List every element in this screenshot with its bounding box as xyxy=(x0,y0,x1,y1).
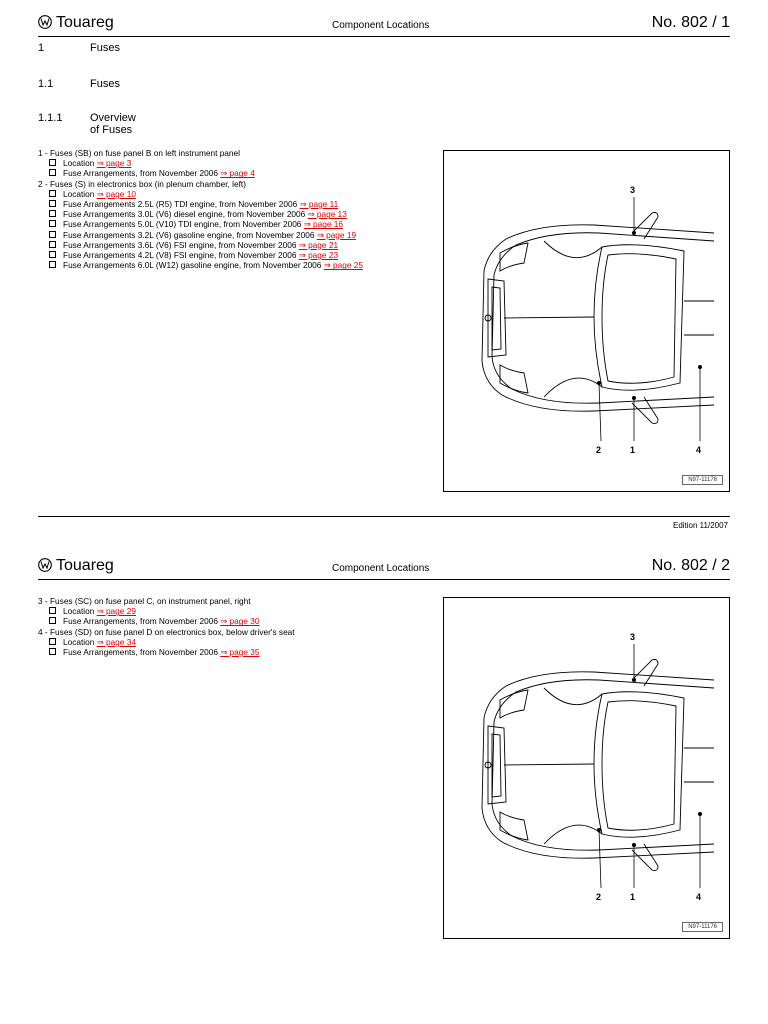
list-item xyxy=(38,158,363,168)
page-link[interactable]: ⇒ page 25 xyxy=(323,260,363,271)
fuse-list xyxy=(38,596,295,657)
brand xyxy=(38,14,114,32)
heading-number: 1.1.1 xyxy=(38,112,63,124)
vw-logo-icon xyxy=(38,558,52,572)
heading-number: 1 xyxy=(38,42,45,54)
list-item xyxy=(38,209,363,219)
callout-1-label: 1 xyxy=(630,892,636,902)
page-header xyxy=(38,14,730,37)
checkbox-bullet-icon xyxy=(49,169,56,176)
page-link[interactable]: ⇒ page 34 xyxy=(96,636,136,647)
item-text: Fuse Arrangements 2.5L (R5) TDI engine, from November 2006 xyxy=(63,199,300,210)
brand-name: Touareg xyxy=(56,557,114,574)
page-link[interactable]: ⇒ page 4 xyxy=(220,168,255,179)
list-item xyxy=(38,250,363,260)
page-link[interactable]: ⇒ page 16 xyxy=(303,219,343,230)
page-link[interactable]: ⇒ page 19 xyxy=(316,229,357,240)
item-text: Fuse Arrangements 6.0L (W12) gasoline engine, from November 2006 xyxy=(63,260,324,271)
item-text: Fuse Arrangements 3.0L (V6) diesel engine, from November 2006 xyxy=(63,209,308,220)
heading-text: Overview of Fuses xyxy=(90,112,136,136)
section-title: Component Locations xyxy=(332,563,430,574)
list-item xyxy=(38,647,295,657)
item-text: Location xyxy=(63,636,97,647)
list-item xyxy=(38,606,295,616)
fuse-list xyxy=(38,148,363,270)
page-link[interactable]: ⇒ page 29 xyxy=(96,606,136,617)
callout-4-label: 4 xyxy=(696,892,702,902)
list-item xyxy=(38,199,363,209)
checkbox-bullet-icon xyxy=(49,261,56,268)
callout-3-label: 3 xyxy=(630,632,636,642)
page-link[interactable]: ⇒ page 23 xyxy=(298,250,339,261)
page-link[interactable]: ⇒ page 3 xyxy=(96,158,132,169)
page-link[interactable]: ⇒ page 21 xyxy=(298,239,339,250)
item-text: Fuse Arrangements 5.0L (V10) TDI engine, from November 2006 xyxy=(63,219,304,230)
item-text: Location xyxy=(63,606,97,617)
brand xyxy=(38,557,114,575)
heading-number: 1.1 xyxy=(38,78,54,90)
checkbox-bullet-icon xyxy=(49,241,56,248)
checkbox-bullet-icon xyxy=(49,251,56,258)
checkbox-bullet-icon xyxy=(49,617,56,624)
callout-2-label: 2 xyxy=(596,892,602,902)
vw-logo-icon xyxy=(38,15,52,29)
callout-2-label: 2 xyxy=(596,445,602,455)
checkbox-bullet-icon xyxy=(49,231,56,238)
car-top-view-drawing xyxy=(444,151,729,491)
page-number: No. 802 / 1 xyxy=(651,14,730,31)
heading-text: Fuses xyxy=(90,78,120,90)
callout-1-label: 1 xyxy=(630,445,636,455)
section-title: Component Locations xyxy=(332,20,430,31)
page-link[interactable]: ⇒ page 10 xyxy=(96,188,136,199)
group-title: 4 - Fuses (SD) on fuse panel D on electronics box, below driver's seat xyxy=(38,626,295,637)
list-item xyxy=(38,230,363,240)
list-item xyxy=(38,219,363,229)
group-title: 2 - Fuses (S) in electronics box (in plenum chamber, left) xyxy=(38,178,246,189)
car-figure xyxy=(443,150,730,492)
group-title: 3 - Fuses (SC) on fuse panel C, on instrument panel, right xyxy=(38,596,251,606)
list-item xyxy=(38,189,363,199)
brand-name: Touareg xyxy=(56,14,114,31)
list-item xyxy=(38,168,363,178)
checkbox-bullet-icon xyxy=(49,638,56,645)
checkbox-bullet-icon xyxy=(49,200,56,207)
checkbox-bullet-icon xyxy=(49,210,56,217)
list-item xyxy=(38,637,295,647)
page-number: No. 802 / 2 xyxy=(651,557,730,574)
item-text: Fuse Arrangements 3.2L (V6) gasoline engine, from November 2006 xyxy=(63,229,317,240)
callout-4-label: 4 xyxy=(696,445,702,455)
page-link[interactable]: ⇒ page 30 xyxy=(220,616,260,627)
page-header xyxy=(38,557,730,580)
heading-text: Fuses xyxy=(90,42,120,54)
footer-divider xyxy=(38,516,730,517)
page-link[interactable]: ⇒ page 11 xyxy=(299,199,339,210)
checkbox-bullet-icon xyxy=(49,190,56,197)
item-text: Fuse Arrangements, from November 2006 xyxy=(63,616,221,627)
checkbox-bullet-icon xyxy=(49,159,56,166)
figure-code: N97-11176 xyxy=(682,475,723,485)
item-text: Fuse Arrangements, from November 2006 xyxy=(63,647,221,658)
car-top-view-drawing xyxy=(444,598,729,938)
callout-3-label: 3 xyxy=(630,185,636,195)
page-link[interactable]: ⇒ page 35 xyxy=(220,647,260,658)
item-text: Fuse Arrangements 4.2L (V8) FSI engine, from November 2006 xyxy=(63,250,299,261)
list-item xyxy=(38,616,295,626)
item-text: Location xyxy=(63,158,97,169)
item-text: Location xyxy=(63,188,97,199)
figure-code: N97-11176 xyxy=(682,922,723,932)
checkbox-bullet-icon xyxy=(49,648,56,655)
item-text: Fuse Arrangements, from November 2006 xyxy=(63,168,221,179)
checkbox-bullet-icon xyxy=(49,607,56,614)
edition-label: Edition 11/2007 xyxy=(672,521,728,530)
car-figure xyxy=(443,597,730,939)
item-text: Fuse Arrangements 3.6L (V6) FSI engine, from November 2006 xyxy=(63,239,299,250)
checkbox-bullet-icon xyxy=(49,220,56,227)
list-item xyxy=(38,260,363,270)
group-title: 1 - Fuses (SB) on fuse panel B on left instrument panel xyxy=(38,148,240,158)
list-item xyxy=(38,240,363,250)
page-link[interactable]: ⇒ page 13 xyxy=(307,209,347,220)
